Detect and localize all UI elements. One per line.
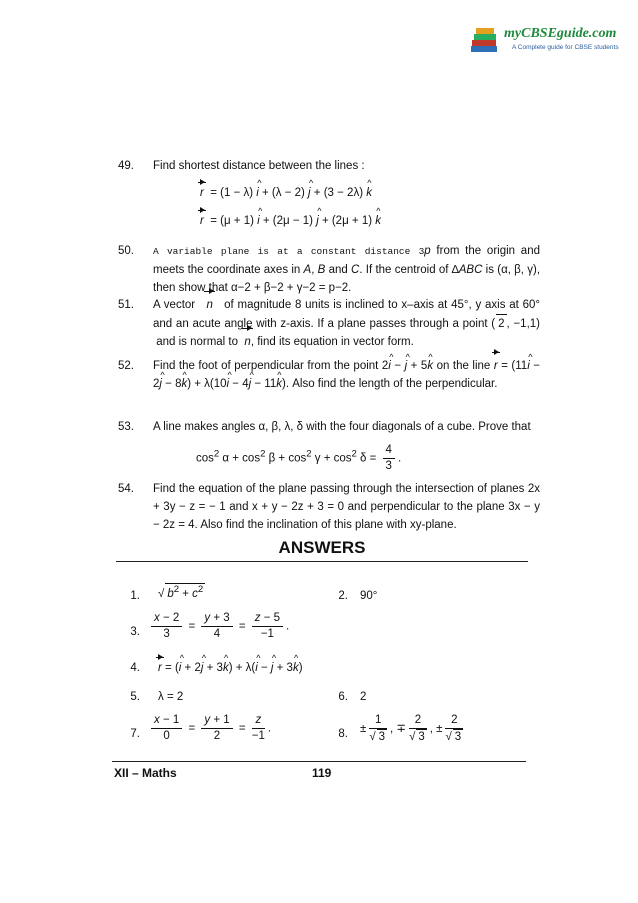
question-text: A variable plane is at a constant distance 3p from the origin and meets the coordinate axes in A, B and C. If the centroid of ∆ABC is (α, β, γ), then show that α−2 + β−2 + γ−2 = p−2.: [153, 245, 541, 294]
answer-number: 8.: [338, 728, 348, 740]
question-54: [120, 480, 540, 534]
question-number: 50.: [118, 245, 134, 257]
question-text: Find the equation of the plane passing through the intersection of planes 2x + 3y − z = − 1 and x + y − 2z + 3 = 0 and perpendicular to the plane 3x − y − 2z = 4. Also find the inclination of this plane with xy-plane.: [153, 483, 540, 531]
answer-number: 7.: [130, 728, 140, 740]
question-text: Find the foot of perpendicular from the point 2i ^ − j ^ + 5k ^ on the line r = (11i ^ − 2j ^ − 8k ^) + λ(10i ^ − 4j ^ − 11k ^). Also find the length of the perpendicular.: [153, 357, 540, 393]
question-text: Find shortest distance between the lines :: [153, 160, 365, 172]
question-53: [120, 418, 540, 436]
question-52: [120, 357, 540, 393]
logo: [468, 22, 619, 58]
answer-4-value: r = (i ^ + 2j ^ + 3k ^) + λ(i ^ − j ^ + 3k ^): [158, 662, 303, 674]
footer-subject: XII – Maths: [114, 766, 177, 780]
answer-number: 2.: [338, 590, 348, 602]
question-text: A vector n of magnitude 8 units is inclined to x–axis at 45°, y axis at 60° and an acute angle with z-axis. If a plane passes through a point ( 2 , −1,1) and is normal to n, find its equation in vector form.: [153, 296, 540, 351]
question-number: 51.: [118, 299, 134, 311]
question-number: 54.: [118, 483, 134, 495]
question-text: A line makes angles α, β, λ, δ with the four diagonals of a cube. Prove that: [153, 421, 531, 433]
question-51: [120, 296, 540, 351]
cos-identity-equation: $\cos^2 \alpha + \cos^2 \beta + \cos^2 \gamma + \cos^2 \delta$ = $\frac{4}{3}$ .: [196, 444, 402, 472]
answer-number: 5.: [130, 691, 140, 703]
page-number: 119: [312, 766, 332, 780]
logo-tagline: A Complete guide for CBSE students: [512, 44, 619, 51]
question-number: 52.: [118, 360, 134, 372]
answer-2-value: 90°: [360, 590, 378, 602]
answer-number: 6.: [338, 691, 348, 703]
answer-3-value: $\frac{x - 2}{3}$ = $\frac{y + 3}{4}$ = $\frac{z - 5}{-1}$ .: [148, 611, 289, 642]
question-number: 53.: [118, 421, 134, 433]
equation-line-2: r = (μ + 1) i ^ + (2μ − 1) j ^ + (2μ + 1) k ^: [200, 215, 381, 227]
answer-7-value: $\frac{x - 1}{0}$ = $\frac{y + 1}{2}$ = $\frac{z}{-1}$ .: [148, 713, 271, 744]
answers-heading: ANSWERS: [278, 538, 366, 557]
logo-text: myCBSEguide.com: [504, 26, 617, 41]
answer-number: 4.: [130, 662, 140, 674]
equation-line-1: r = (1 − λ) i ^ + (λ − 2) j ^ + (3 − 2λ) k ^: [200, 187, 372, 199]
answer-number: 1.: [130, 590, 140, 602]
answer-5-value: λ = 2: [158, 691, 184, 703]
answer-8-value: ± $\frac{1}{√ 3}$ , ∓ $\frac{2}{√ 3}$ , ± $\frac{2}{√ 3}$: [360, 714, 462, 743]
answer-1-value: √ $b^2 + c^2$: [158, 584, 204, 600]
books-logo-icon: [468, 22, 502, 56]
answer-6-value: 2: [360, 691, 367, 703]
footer-divider: [112, 761, 526, 762]
answer-number: 3.: [130, 626, 140, 638]
answers-divider: [116, 561, 528, 562]
question-49: [120, 157, 540, 175]
question-50: [120, 242, 540, 297]
question-number: 49.: [118, 160, 134, 172]
